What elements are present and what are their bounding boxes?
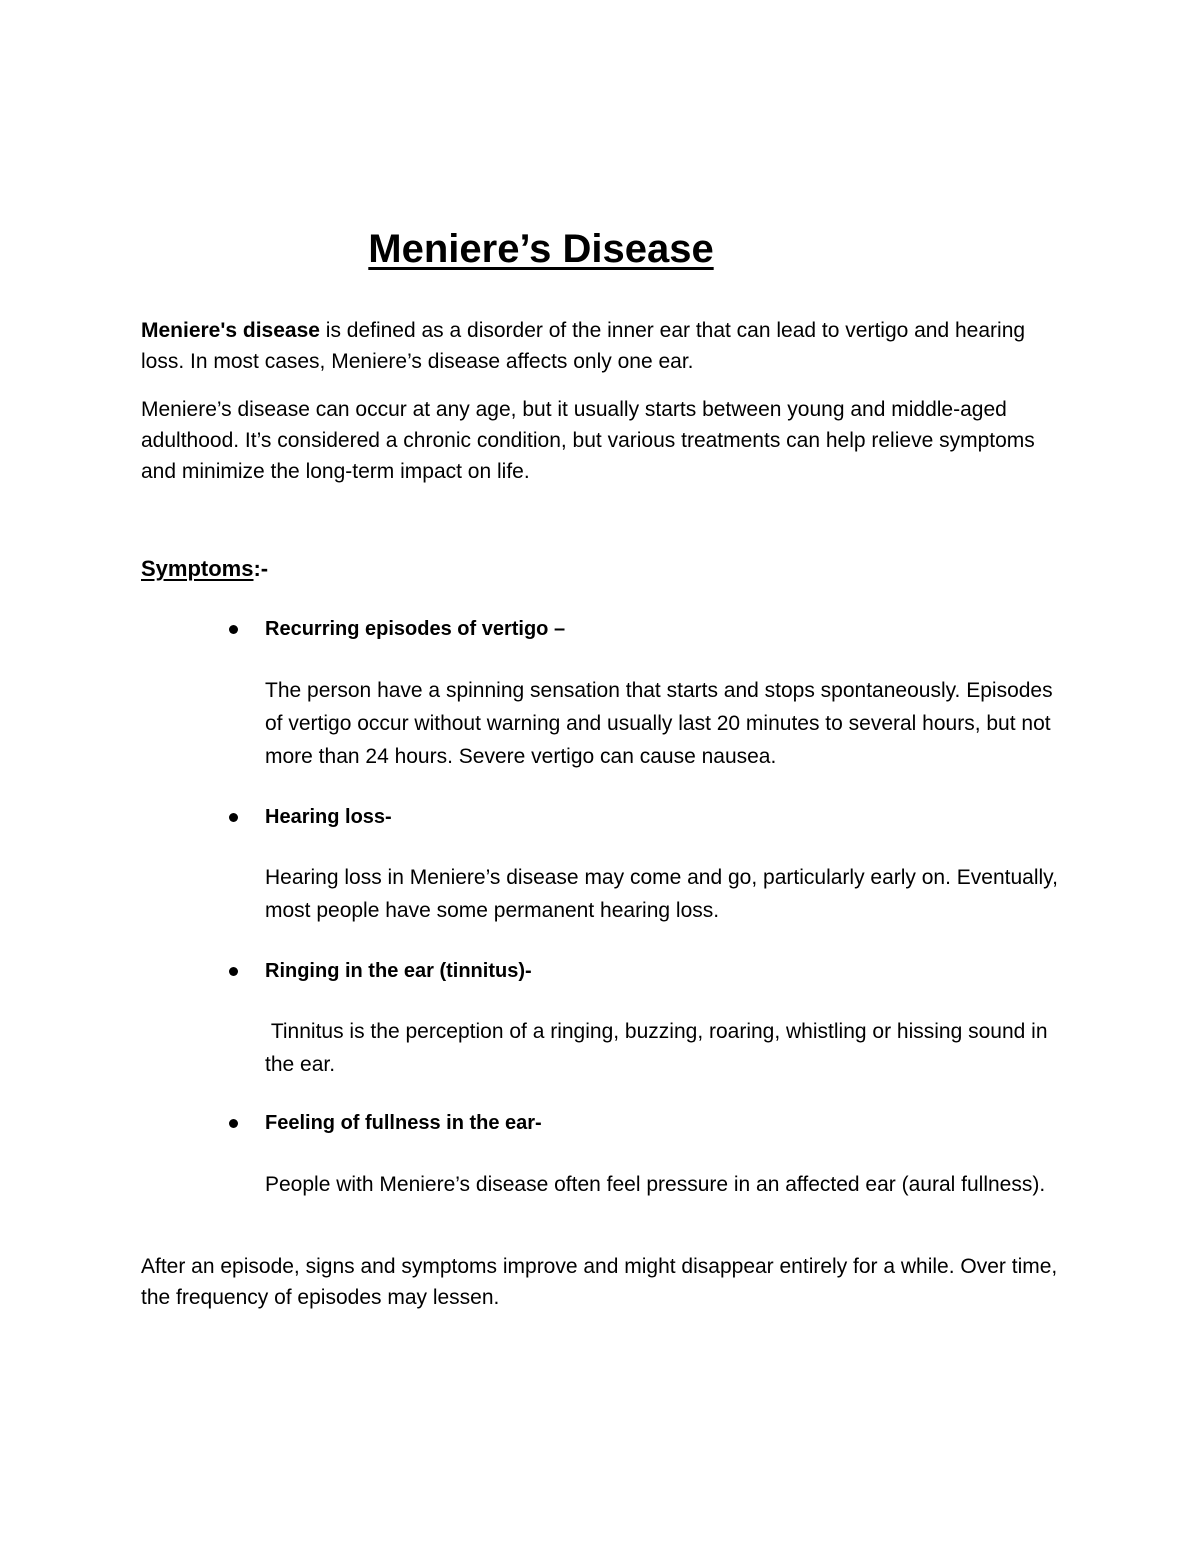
symptom-title-fullness: Feeling of fullness in the ear-	[265, 1112, 542, 1134]
symptom-title-hearing-loss: Hearing loss-	[265, 806, 392, 828]
closing-paragraph: After an episode, signs and symptoms improve and might disappear entirely for a while. Over time, the frequency of episodes may lessen.	[141, 1255, 1058, 1309]
symptom-body-hearing-loss: Hearing loss in Meniere’s disease may come and go, particularly early on. Eventually, most people have some permanent hearing loss.	[265, 866, 1058, 922]
symptoms-heading-suffix: :-	[253, 556, 269, 581]
symptom-body-fullness: People with Meniere’s disease often feel pressure in an affected ear (aural fullness).	[265, 1173, 1046, 1196]
symptom-body-tinnitus: Tinnitus is the perception of a ringing, buzzing, roaring, whistling or hissing sound in the ear.	[265, 1020, 1054, 1076]
document-title: Meniere’s Disease	[368, 226, 714, 271]
bullet-dot-icon	[229, 1119, 238, 1128]
symptom-body-vertigo: The person have a spinning sensation that starts and stops spontaneously. Episodes of vertigo occur without warning and usually last 20 minutes to several hours, but not more than 24 hours. Severe vertigo can cause nausea.	[265, 679, 1053, 768]
symptom-title-vertigo: Recurring episodes of vertigo –	[265, 618, 566, 640]
symptoms-heading	[141, 553, 268, 584]
intro-paragraph-2: Meniere’s disease can occur at any age, but it usually starts between young and middle-aged adulthood. It’s considered a chronic condition, but various treatments can help relieve symptoms and minimize the long-term impact on life.	[141, 398, 1035, 483]
intro-definition: is defined as a disorder of the inner ear that can lead to vertigo and hearing loss. In most cases, Meniere’s disease affects only one ear.	[141, 319, 1026, 373]
symptom-title-tinnitus: Ringing in the ear (tinnitus)-	[265, 960, 532, 982]
intro-term: Meniere's disease	[141, 319, 320, 342]
bullet-dot-icon	[229, 625, 238, 634]
bullet-dot-icon	[229, 967, 238, 976]
symptoms-heading-label: Symptoms	[141, 556, 254, 581]
bullet-dot-icon	[229, 813, 238, 822]
intro-paragraph-1	[141, 315, 1061, 377]
